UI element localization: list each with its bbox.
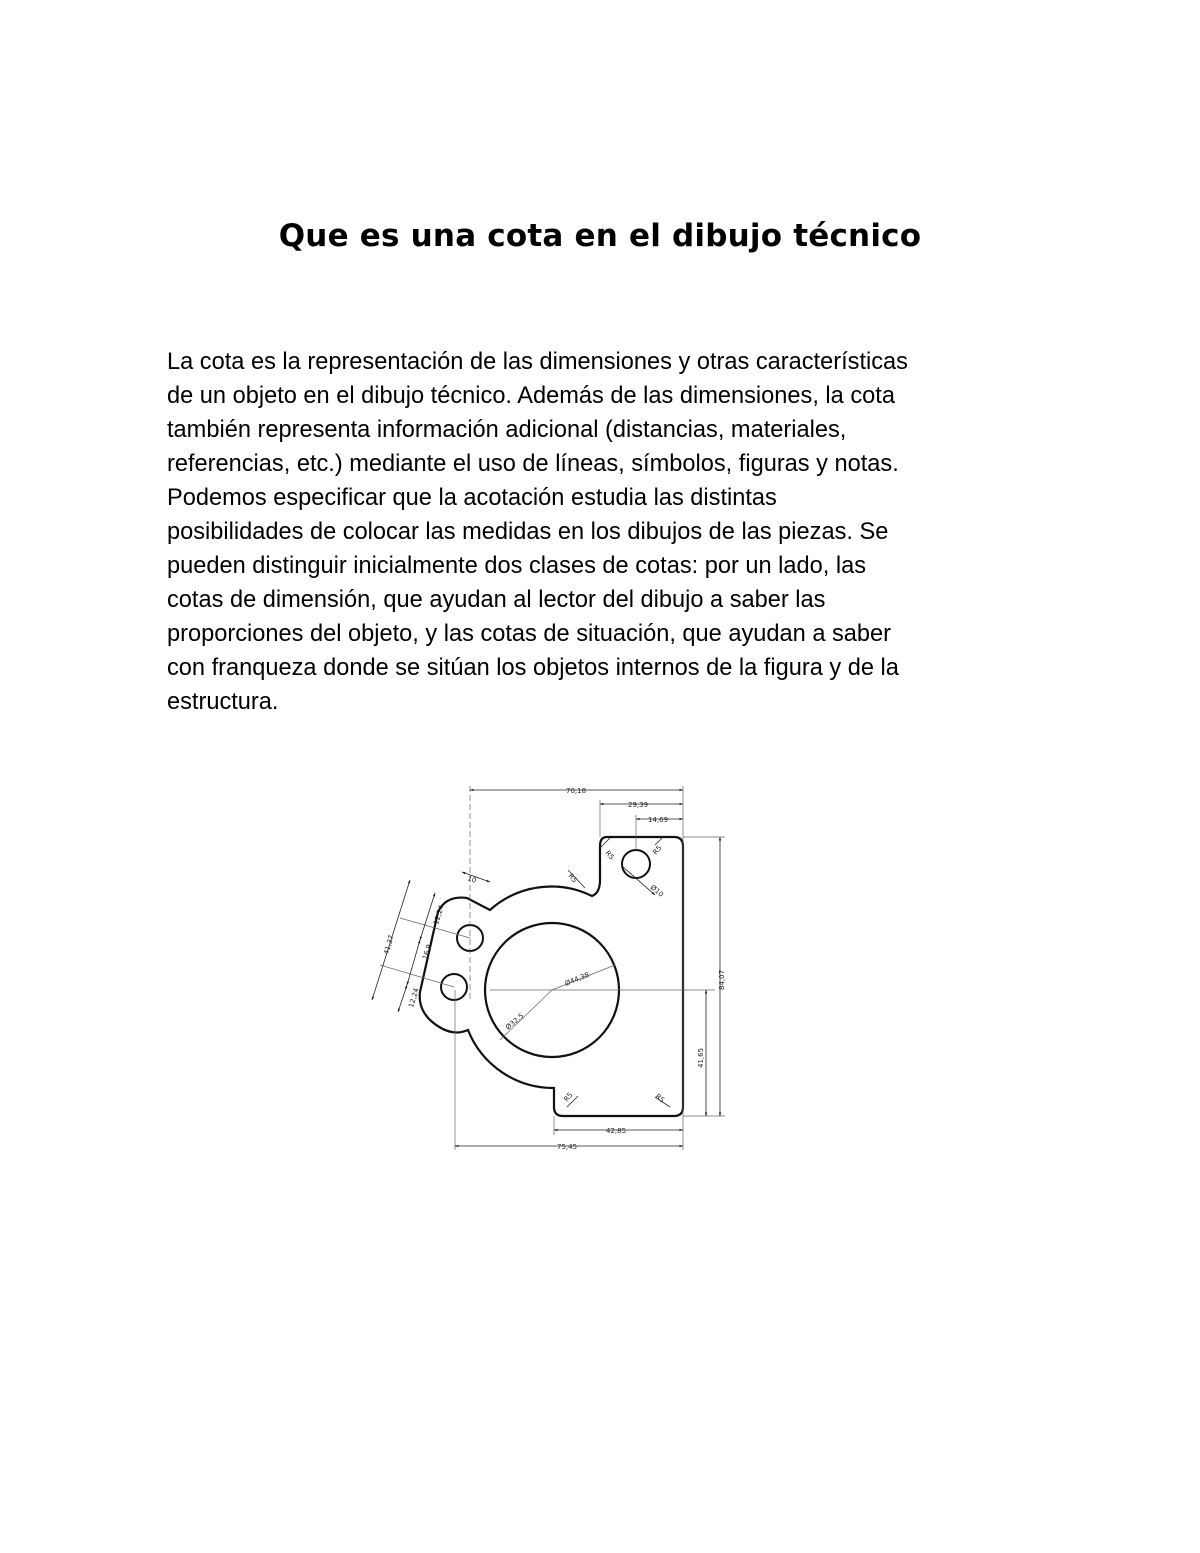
dim-top-small: 14,69 <box>648 816 669 824</box>
dim-hole-diameter: Ø10 <box>648 883 665 899</box>
page-title: Que es una cota en el dibujo técnico <box>278 218 922 254</box>
body-paragraph <box>167 345 1047 719</box>
technical-drawing <box>360 780 740 1160</box>
dim-bottom-inner: 42,85 <box>606 1127 627 1135</box>
radius-label: R5 <box>562 1090 575 1104</box>
paragraph-line: proporciones del objeto, y las cotas de situación, que ayudan a saber <box>167 621 892 647</box>
dim-inner-arc: Ø32,5 <box>504 1011 526 1032</box>
dim-left-c: 12,24 <box>407 987 421 1009</box>
paragraph-line: pueden distinguir inicialmente dos clases de cotas: por un lado, las <box>167 553 867 579</box>
dim-top-overall: 70,18 <box>566 787 587 795</box>
dim-big-circle: Ø44,38 <box>563 970 591 988</box>
dim-left-a: 12,24 <box>432 904 446 926</box>
paragraph-line: La cota es la representación de las dimensiones y otras características <box>167 349 908 375</box>
dim-right-lower: 41,65 <box>697 1047 705 1068</box>
part-outline <box>420 837 683 1116</box>
paragraph-line: de un objeto en el dibujo técnico. Además de las dimensiones, la cota <box>167 383 895 409</box>
radius-label: R5 <box>651 843 664 857</box>
dim-right-height: 84,07 <box>718 969 726 990</box>
radius-label: R5 <box>566 872 579 885</box>
dim-left-b: 16,9 <box>421 943 434 961</box>
paragraph-line: también representa información adicional (distancias, materiales, <box>167 417 847 443</box>
paragraph-line: referencias, etc.) mediante el uso de líneas, símbolos, figuras y notas. <box>167 451 899 477</box>
paragraph-line: estructura. <box>167 689 279 715</box>
dim-top-middle: 29,39 <box>628 801 649 809</box>
dim-left-long: 41,37 <box>382 934 396 956</box>
paragraph-line: con franqueza donde se sitúan los objetos internos de la figura y de la <box>167 655 899 681</box>
dim-bottom-overall: 75,45 <box>557 1143 578 1151</box>
hole-top-right <box>622 850 650 878</box>
paragraph-line: cotas de dimensión, que ayudan al lector del dibujo a saber las <box>167 587 826 613</box>
radius-label: R5 <box>603 849 616 862</box>
dim-slot-width: 10 <box>466 874 478 885</box>
radius-label: R5 <box>653 1092 667 1105</box>
paragraph-line: Podemos especificar que la acotación estudia las distintas <box>167 485 777 511</box>
paragraph-line: posibilidades de colocar las medidas en los dibujos de las piezas. Se <box>167 519 889 545</box>
